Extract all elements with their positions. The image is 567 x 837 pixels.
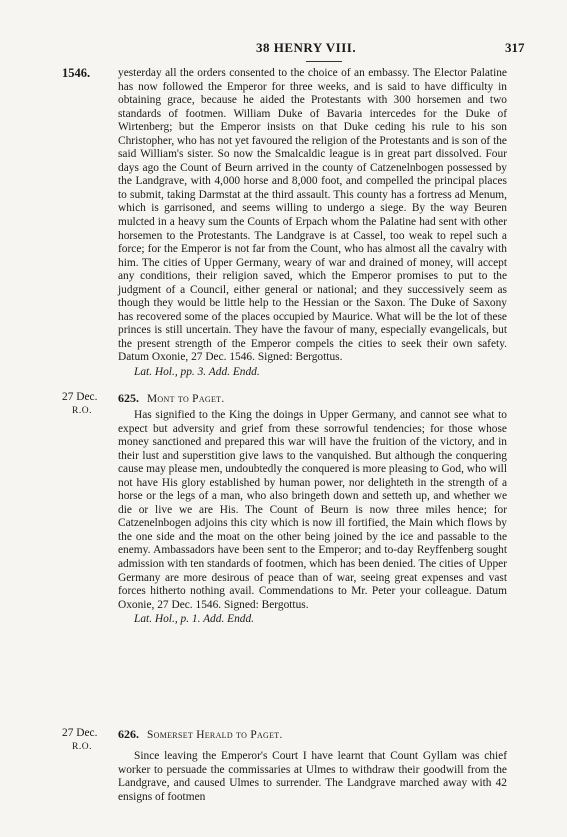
entry-625-paragraph: Has signified to the King the doings in Upper Germany, and cannot see what to expect but adversity and grief from these sorrowful tendencies; for those whose money sanctioned and prepared this war will have the fruition of the victory, and in their lust and superstition give laws to the vanquished. But although the conquering cause may please men, undoubtedly the conquered is more pleasing to God, who will not have His glory established by human power, nor delighteth in the strength of a horse or the legs of a man, who also bringeth down and setteth up, and whether we die or live we are His. The Count of Beurn is now three miles hence; for Catzenelnbogen adjoins this city which is now ill fortified, the Main which flows by the one side and the moat on the other being joined by the ice and passable to the enemy. Ambassadors have been sent to the Emperor; and to-day Reyffenberg sought admission with ten standards of footmen, which has been denied. The cities of Upper Germany are more desirous of peace than of war, seeing great expenses and vast forces hitherto nothing avail. Commendations to Mr. Peter your colleague. Datum Oxonie, 27 Dec. 1546. Signed: Bergottus. (118, 409, 507, 611)
margin-year: 1546. (62, 66, 91, 80)
entry-625-body (118, 409, 507, 627)
page-number: 317 (505, 40, 525, 55)
entry-626-body (118, 750, 507, 804)
entry-626-date: 27 Dec. (62, 727, 98, 739)
running-head (0, 40, 567, 56)
entry-626-ref: R.O. (72, 742, 92, 752)
continuation-note: Lat. Hol., pp. 3. Add. Endd. (134, 366, 260, 379)
entry-626-heading-line (118, 727, 283, 742)
entry-625-date: 27 Dec. (62, 391, 98, 403)
continuation-text-block (118, 67, 507, 380)
entry-625-note: Lat. Hol., p. 1. Add. Endd. (134, 613, 255, 626)
entry-625-heading: Mont to Paget. (147, 393, 225, 405)
entry-626-number: 626. (118, 727, 139, 741)
continuation-paragraph: yesterday all the orders consented to the choice of an embassy. The Elector Palatine has now followed the Emperor for three weeks, and is said to have difficulty in obtaining grace, because he aided the Protestants with 300 horsemen and two standards of footmen. William Duke of Bavaria intercedes for the Duke of Wirtenberg; but the Emperor insists on that Duke ceding his rule to his son Christopher, who has not yet favoured the religion of the Protestants and is son of the said William's sister. So now the Smalcaldic league is in great part dissolved. Four days ago the Count of Beurn arrived in the county of Catzenelnbogen possessed by the Landgrave, with 4,000 horse and 8,000 foot, and compelled the principal places to submit, taking Darmstat at the third assault. This county has a fortress ad Menum, which is garrisoned, and seems willing to undergo a siege. By the way Beuren mulcted in a heavy sum the Counts of Erpach whom the Palatine had sent with other horsemen to the Protestants. The Landgrave is at Cassel, too weak to repel such a force; for the Emperor is not far from the Count, who has almost all the cavalry with him. The cities of Upper Germany, weary of war and drained of money, will accept any conditions, their religion saved, which the Emperor promises to put to the judgment of a Council, either general or national; and they successively seem as though they would be little help to the Hessian or the Saxon. The Duke of Saxony has recovered some of the places occupied by Maurice. What will be the lot of these princes is still uncertain. They have the favour of many, especially evangelicals, but the present strength of the Emperor compels the cities to seek their own safety. Datum Oxonie, 27 Dec. 1546. Signed: Bergottus. (118, 67, 507, 364)
entry-625-ref: R.O. (72, 406, 92, 416)
entry-625-number: 625. (118, 391, 139, 405)
entry-626-heading: Somerset Herald to Paget. (147, 729, 283, 741)
running-title: 38 HENRY VIII. (256, 40, 357, 55)
entry-626-paragraph: Since leaving the Emperor's Court I have learnt that Count Gyllam was chief worker to persuade the commissaries at Ulmes to withdraw their goodwill from the Landgrave, and caused Ulmes to surrender. The Landgrave marched away with 42 ensigns of footmen (118, 750, 507, 803)
entry-625-heading-line (118, 391, 225, 406)
header-rule (306, 61, 342, 62)
